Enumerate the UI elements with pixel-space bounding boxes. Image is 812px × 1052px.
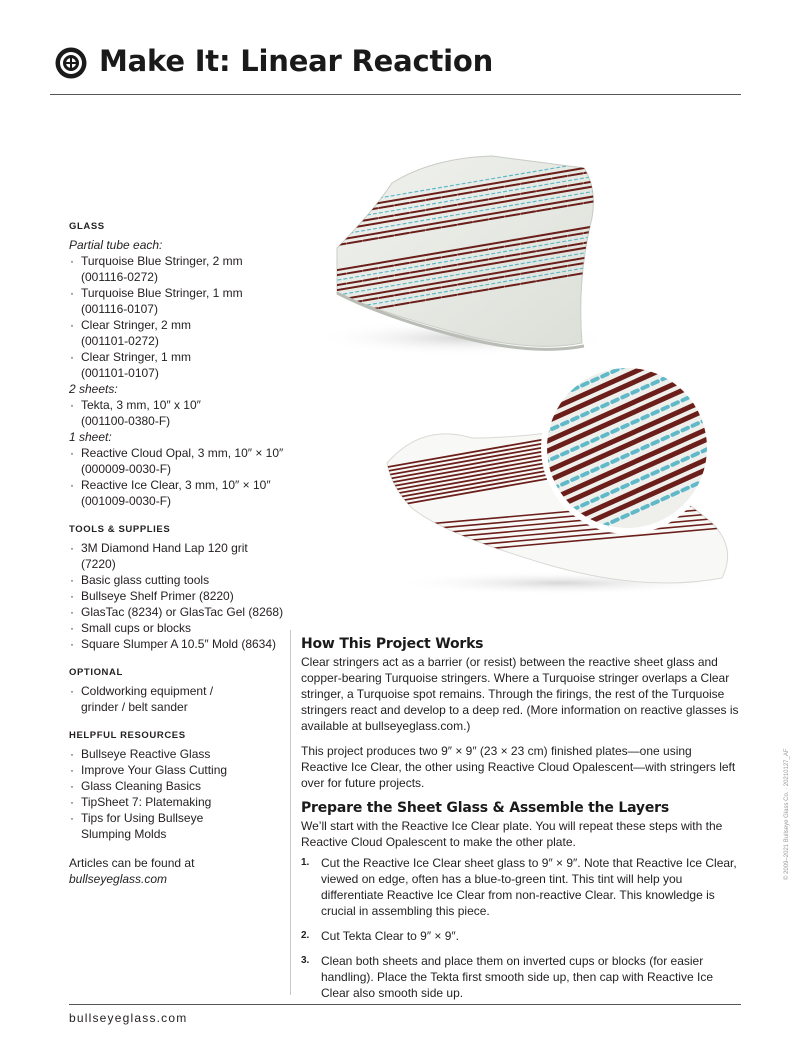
articles-note: Articles can be found at bullseyeglass.com: [69, 855, 284, 887]
list-item: · Clear Stringer, 1 mm (001101-0107): [69, 349, 284, 381]
step-item: 1. Cut the Reactive Ice Clear sheet glass to 9″ × 9″. Note that Reactive Ice Clear, viewed on edge, often has a blue-to-green tint. This tint will help you differentiate Reactive Ice Clear from non-reactive Clear. This knowledge is crucial in assembling this piece.: [301, 856, 737, 918]
list-item: · Coldworking equipment / grinder / belt sander: [69, 683, 284, 715]
resource-link[interactable]: · Improve Your Glass Cutting: [69, 762, 284, 778]
column-divider: [290, 630, 291, 995]
copyright-note: © 2009–2021 Bullseye Glass Co. · 20210127_AF: [784, 748, 790, 880]
footer-divider: [69, 1004, 741, 1005]
resource-link[interactable]: · Tips for Using Bullseye Slumping Molds: [69, 810, 284, 842]
how-heading: How This Project Works: [301, 636, 484, 652]
glass-section: [69, 219, 284, 509]
resources-section: [69, 728, 284, 842]
resource-link[interactable]: · Bullseye Reactive Glass: [69, 746, 284, 762]
header-divider: [50, 94, 741, 95]
list-item: · Tekta, 3 mm, 10″ x 10″ (001100-0380-F): [69, 397, 284, 429]
product-photos: [292, 138, 742, 608]
how-paragraph: This project produces two 9″ × 9″ (23 × 23 cm) finished plates—one using Reactive Ice Clear, the other using Reactive Cloud Opalescent—with stringers left over for future projects.: [301, 744, 736, 790]
resource-link[interactable]: · TipSheet 7: Platemaking: [69, 794, 284, 810]
page-title: Make It: Linear Reaction: [99, 44, 494, 78]
plates-illustration: [292, 138, 742, 608]
list-item: · Turquoise Blue Stringer, 2 mm (001116-0272): [69, 253, 284, 285]
list-item: · Clear Stringer, 2 mm (001101-0272): [69, 317, 284, 349]
glass-group-label: Partial tube each:: [69, 238, 163, 252]
list-item: · Basic glass cutting tools: [69, 572, 284, 588]
steps-list: [301, 855, 741, 1001]
list-item: · GlasTac (8234) or GlasTac Gel (8268): [69, 604, 284, 620]
optional-section: [69, 665, 284, 715]
resources-heading: HELPFUL RESOURCES: [69, 730, 186, 741]
list-item: · Square Slumper A 10.5″ Mold (8634): [69, 636, 284, 652]
website-link[interactable]: bullseyeglass.com: [69, 872, 168, 886]
list-item: · Turquoise Blue Stringer, 1 mm (001116-0107): [69, 285, 284, 317]
glass-heading: GLASS: [69, 221, 105, 232]
list-item: · Reactive Ice Clear, 3 mm, 10″ × 10″ (001009-0030-F): [69, 477, 284, 509]
how-paragraph: Clear stringers act as a barrier (or resist) between the reactive sheet glass and copper-bearing Turquoise stringers. Where a Turquoise stringer overlaps a Clear stringer, a Turquoise spot remains. Through the firings, the rest of the Turquoise stringers react and develop to a deep red. (More information on reactive glasses is available at bullseyeglass.com.): [301, 655, 739, 733]
tools-heading: TOOLS & SUPPLIES: [69, 524, 171, 535]
list-item: · Small cups or blocks: [69, 620, 284, 636]
target-icon: [54, 46, 88, 80]
list-item: · Reactive Cloud Opal, 3 mm, 10″ × 10″ (000009-0030-F): [69, 445, 284, 477]
resource-link[interactable]: · Glass Cleaning Basics: [69, 778, 284, 794]
tools-section: [69, 522, 284, 652]
list-item: · Bullseye Shelf Primer (8220): [69, 588, 284, 604]
prepare-heading: Prepare the Sheet Glass & Assemble the Layers: [301, 800, 669, 816]
main-content: [301, 636, 741, 1010]
plate-clear: [337, 156, 593, 346]
prepare-intro: We’ll start with the Reactive Ice Clear plate. You will repeat these steps with the Reactive Cloud Opalescent to make the other plate.: [301, 819, 723, 849]
optional-heading: OPTIONAL: [69, 667, 123, 678]
footer-url[interactable]: bullseyeglass.com: [69, 1011, 188, 1025]
glass-group-label: 1 sheet:: [69, 430, 112, 444]
list-item: · 3M Diamond Hand Lap 120 grit (7220): [69, 540, 284, 572]
step-item: 3. Clean both sheets and place them on inverted cups or blocks (for easier handling). Place the Tekta first smooth side up, then cap with Reactive Ice Clear also smooth side up.: [301, 954, 713, 1000]
step-item: 2. Cut Tekta Clear to 9″ × 9″.: [301, 929, 460, 943]
glass-group-label: 2 sheets:: [69, 382, 118, 396]
materials-sidebar: [69, 219, 284, 887]
